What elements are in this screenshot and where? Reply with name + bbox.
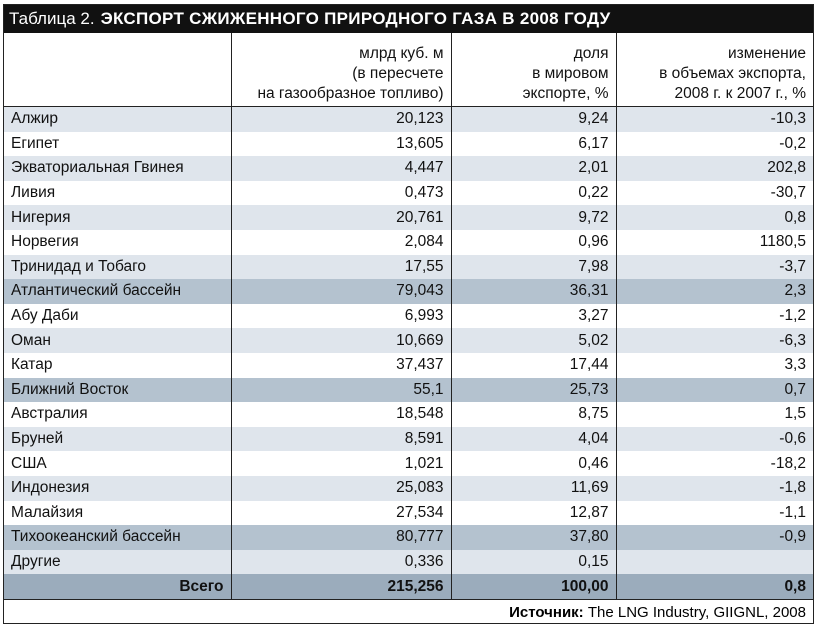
share-cell: 11,69 bbox=[451, 476, 616, 501]
change-cell: -10,3 bbox=[616, 107, 813, 132]
lng-export-table bbox=[4, 33, 813, 599]
share-cell: 4,04 bbox=[451, 427, 616, 452]
country-cell: Атлантический бассейн bbox=[4, 279, 231, 304]
source-label: Источник: bbox=[509, 603, 584, 621]
share-cell: 0,46 bbox=[451, 451, 616, 476]
table-row bbox=[4, 255, 813, 280]
grand-total-row bbox=[4, 574, 813, 599]
country-cell: Индонезия bbox=[4, 476, 231, 501]
table-row bbox=[4, 230, 813, 255]
change-cell: 202,8 bbox=[616, 156, 813, 181]
table-row bbox=[4, 451, 813, 476]
table-frame bbox=[3, 4, 814, 624]
change-cell: -1,2 bbox=[616, 304, 813, 329]
region-total-row bbox=[4, 378, 813, 403]
country-cell: Египет bbox=[11, 134, 60, 152]
header-volume-line: на газообразное топливо) bbox=[257, 85, 444, 102]
volume-cell: 20,761 bbox=[231, 205, 451, 230]
change-cell: -0,2 bbox=[616, 132, 813, 157]
source-text: The LNG Industry, GIIGNL, 2008 bbox=[583, 603, 806, 621]
table-row bbox=[4, 304, 813, 329]
share-cell: 0,22 bbox=[451, 181, 616, 206]
table-row bbox=[4, 501, 813, 526]
volume-cell: 25,083 bbox=[231, 476, 451, 501]
share-cell: 17,44 bbox=[451, 353, 616, 378]
share-cell: 37,80 bbox=[451, 525, 616, 550]
share-cell: 12,87 bbox=[451, 501, 616, 526]
change-cell: 2,3 bbox=[616, 279, 813, 304]
table-row bbox=[4, 476, 813, 501]
country-cell: США bbox=[11, 454, 47, 472]
volume-cell: 6,993 bbox=[231, 304, 451, 329]
country-cell: Абу Даби bbox=[11, 307, 79, 325]
share-cell: 36,31 bbox=[451, 279, 616, 304]
country-cell: Экваториальная Гвинея bbox=[4, 156, 231, 181]
change-cell: -1,1 bbox=[616, 501, 813, 526]
share-cell: 7,98 bbox=[451, 255, 616, 280]
table-row bbox=[4, 328, 813, 353]
share-cell: 2,01 bbox=[451, 156, 616, 181]
header-country bbox=[4, 33, 231, 107]
change-cell: 0,8 bbox=[616, 574, 813, 599]
header-share bbox=[451, 33, 616, 107]
country-cell: Тринидад и Тобаго bbox=[4, 255, 231, 280]
share-cell: 0,15 bbox=[451, 550, 616, 575]
share-cell: 6,17 bbox=[451, 132, 616, 157]
change-cell: 1180,5 bbox=[616, 230, 813, 255]
country-cell: Оман bbox=[4, 328, 231, 353]
share-cell: 8,75 bbox=[451, 402, 616, 427]
source-note bbox=[4, 599, 813, 626]
change-cell: 1,5 bbox=[616, 402, 813, 427]
country-cell: Тихоокеанский бассейн bbox=[4, 525, 231, 550]
region-total-row bbox=[4, 525, 813, 550]
volume-cell: 18,548 bbox=[231, 402, 451, 427]
table-number: Таблица 2. bbox=[9, 9, 95, 28]
volume-cell: 37,437 bbox=[231, 353, 451, 378]
country-cell: Другие bbox=[4, 550, 231, 575]
volume-cell: 20,123 bbox=[231, 107, 451, 132]
country-cell: Малайзия bbox=[11, 503, 84, 521]
volume-cell: 8,591 bbox=[231, 427, 451, 452]
volume-cell: 2,084 bbox=[231, 230, 451, 255]
region-total-row bbox=[4, 279, 813, 304]
table-row bbox=[4, 156, 813, 181]
change-cell: -30,7 bbox=[616, 181, 813, 206]
volume-cell: 0,336 bbox=[231, 550, 451, 575]
country-cell: Бруней bbox=[4, 427, 231, 452]
country-cell: Нигерия bbox=[4, 205, 231, 230]
table-row bbox=[4, 550, 813, 575]
table-body bbox=[4, 107, 813, 599]
volume-cell: 17,55 bbox=[231, 255, 451, 280]
share-cell: 3,27 bbox=[451, 304, 616, 329]
table-row bbox=[4, 132, 813, 157]
country-cell: Ближний Восток bbox=[4, 378, 231, 403]
volume-cell: 79,043 bbox=[231, 279, 451, 304]
header-share-line: доля bbox=[573, 45, 609, 62]
volume-cell: 10,669 bbox=[231, 328, 451, 353]
table-title bbox=[4, 5, 813, 33]
table-row bbox=[4, 107, 813, 132]
share-cell: 25,73 bbox=[451, 378, 616, 403]
table-row bbox=[4, 205, 813, 230]
change-cell bbox=[616, 550, 813, 575]
country-cell: Норвегия bbox=[11, 233, 79, 251]
change-cell: -3,7 bbox=[616, 255, 813, 280]
volume-cell: 4,447 bbox=[231, 156, 451, 181]
header-volume-line: млрд куб. м bbox=[359, 45, 444, 62]
volume-cell: 0,473 bbox=[231, 181, 451, 206]
share-cell: 9,72 bbox=[451, 205, 616, 230]
country-cell: Австралия bbox=[11, 405, 88, 423]
volume-cell: 55,1 bbox=[231, 378, 451, 403]
volume-cell: 27,534 bbox=[231, 501, 451, 526]
country-cell: Ливия bbox=[11, 184, 56, 202]
change-cell: -1,8 bbox=[616, 476, 813, 501]
country-cell: Алжир bbox=[4, 107, 231, 132]
volume-cell: 80,777 bbox=[231, 525, 451, 550]
header-share-line: экспорте, % bbox=[522, 85, 609, 102]
share-cell: 5,02 bbox=[451, 328, 616, 353]
change-cell: -18,2 bbox=[616, 451, 813, 476]
share-cell: 100,00 bbox=[451, 574, 616, 599]
volume-cell: 215,256 bbox=[231, 574, 451, 599]
change-cell: -6,3 bbox=[616, 328, 813, 353]
header-volume-line: (в пересчете bbox=[352, 65, 444, 82]
country-cell: Катар bbox=[11, 356, 53, 374]
change-cell: -0,6 bbox=[616, 427, 813, 452]
header-share-line: в мировом bbox=[532, 65, 609, 82]
table-row bbox=[4, 402, 813, 427]
header-change-line: изменение bbox=[727, 45, 806, 62]
table-row bbox=[4, 427, 813, 452]
table-row bbox=[4, 353, 813, 378]
share-cell: 0,96 bbox=[451, 230, 616, 255]
header-volume bbox=[231, 33, 451, 107]
header-change-line: в объемах экспорта, bbox=[659, 65, 806, 82]
header-change-line: 2008 г. к 2007 г., % bbox=[674, 85, 806, 102]
change-cell: 0,8 bbox=[616, 205, 813, 230]
volume-cell: 13,605 bbox=[231, 132, 451, 157]
header-row bbox=[4, 33, 813, 107]
volume-cell: 1,021 bbox=[231, 451, 451, 476]
share-cell: 9,24 bbox=[451, 107, 616, 132]
change-cell: 0,7 bbox=[616, 378, 813, 403]
change-cell: -0,9 bbox=[616, 525, 813, 550]
table-heading: ЭКСПОРТ СЖИЖЕННОГО ПРИРОДНОГО ГАЗА В 2008 ГОДУ bbox=[100, 9, 611, 28]
country-cell: Всего bbox=[4, 574, 231, 599]
table-row bbox=[4, 181, 813, 206]
change-cell: 3,3 bbox=[616, 353, 813, 378]
header-change bbox=[616, 33, 813, 107]
